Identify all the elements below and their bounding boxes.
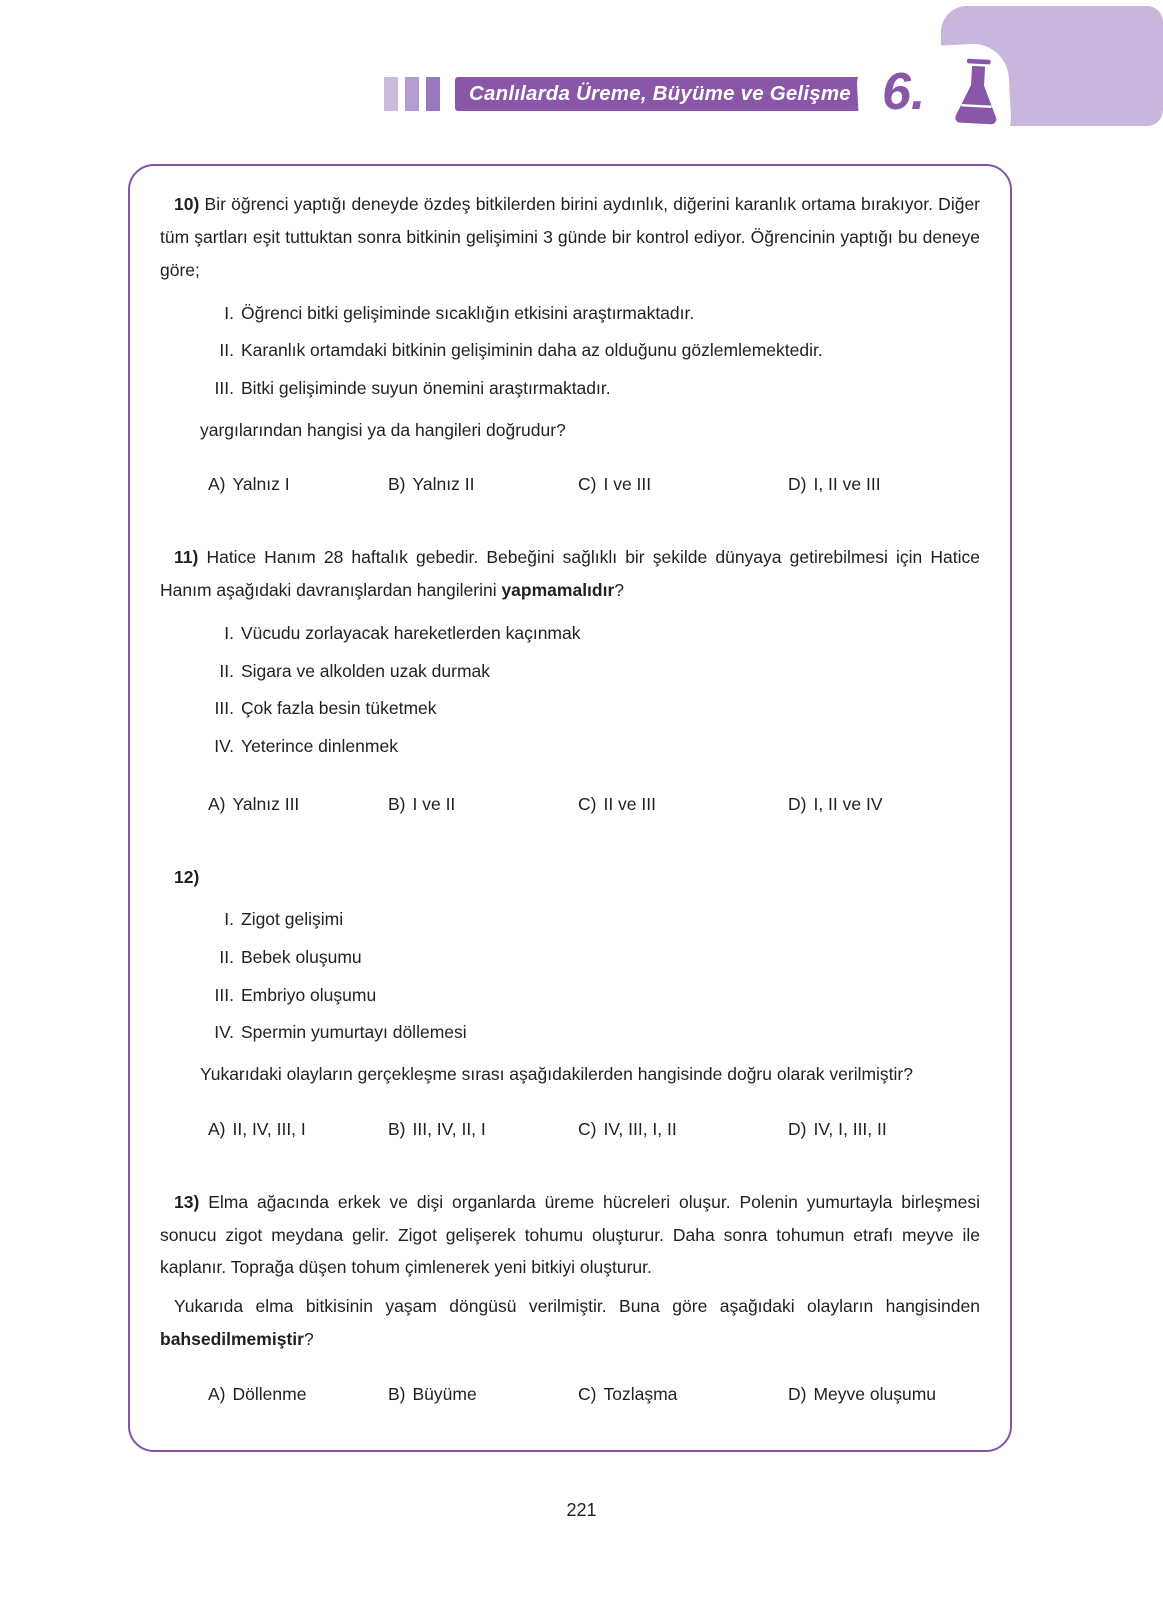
item-text: Zigot gelişimi [241,909,344,930]
option-text: Döllenme [232,1384,307,1405]
question-text [160,1186,980,1285]
question-body: Hatice Hanım 28 haftalık gebedir. Bebeğini sağlıklı bir şekilde dünyaya getirebilmesi için Hatice Hanım aşağıdaki davranışlardan hangilerini [160,547,980,601]
question-number: 12) [174,866,200,887]
option-text: I ve III [603,474,652,495]
option [208,1113,388,1146]
list-item [160,690,980,728]
question-number: 11) [174,547,199,568]
question-closing: yargılarından hangisi ya da hangileri doğrudur? [200,419,566,440]
option-text: Yalnız I [232,474,290,495]
option [788,1113,980,1146]
question-number: 13) [174,1191,200,1212]
answer-options [160,788,980,821]
option-text: I, II ve IV [813,793,883,814]
item-numeral: I. [224,302,234,323]
option-label: D) [788,1118,807,1139]
option [208,788,388,821]
question-text [160,188,980,287]
option [578,788,788,821]
item-text: Çok fazla besin tüketmek [241,698,437,719]
item-text: Bitki gelişiminde suyun önemini araştırmaktadır. [241,377,611,398]
item-numeral: II. [219,947,234,968]
item-numeral: IV. [214,735,234,756]
question-body-end: ? [303,1329,314,1350]
item-text: Yeterince dinlenmek [241,735,398,756]
decorative-bar [405,77,419,111]
list-item [160,370,980,408]
option-label: A) [208,1384,226,1405]
header-bars [384,77,440,111]
option [578,1113,788,1146]
question-body: Elma ağacında erkek ve dişi organlarda üreme hücreleri oluşur. Polenin yumurtayla birleşmesi sonucu zigot meydana gelir. Zigot gelişerek tohumu oluşturur. Daha sonra tohumun etrafı meyve ile kaplanır. Toprağa düşen tohum çimlenerek yeni bitkiyi oluşturur. [160,1191,980,1278]
option-text: Tozlaşma [603,1384,678,1405]
option-label: B) [388,474,406,495]
item-text: Sigara ve alkolden uzak durmak [241,660,491,681]
option [388,788,578,821]
option-text: I ve II [412,793,456,814]
option-label: C) [578,1384,597,1405]
decorative-bar [384,77,398,111]
option-label: B) [388,793,406,814]
question-bold-word: yapmamalıdır [501,580,615,601]
option-label: D) [788,1384,807,1405]
answer-options [160,1378,980,1411]
item-text: Vücudu zorlayacak hareketlerden kaçınmak [241,623,581,644]
item-numeral: I. [224,909,234,930]
page-number: 221 [566,1500,597,1520]
chapter-title-band [455,77,905,111]
option [208,468,388,501]
item-text: Öğrenci bitki gelişiminde sıcaklığın etkisini araştırmaktadır. [241,302,695,323]
statement-list [160,901,980,1052]
item-numeral: IV. [214,1022,234,1043]
item-text: Embriyo oluşumu [241,984,377,1005]
question-text [160,541,980,607]
chapter-title: Canlılarda Üreme, Büyüme ve Gelişme [469,82,851,105]
question-12 [160,861,980,1146]
item-numeral: II. [219,660,234,681]
unit-number: 6. [882,63,926,121]
option [788,1378,980,1411]
question-body: Yukarıda elma bitkisinin yaşam döngüsü verilmiştir. Buna göre aşağıdaki olayların hangisinden [174,1296,980,1317]
option [788,468,980,501]
item-text: Spermin yumurtayı döllemesi [241,1022,467,1043]
list-item [160,977,980,1015]
flask-icon [946,53,1008,140]
option [208,1378,388,1411]
option-text: Yalnız III [232,793,300,814]
option-text: II, IV, III, I [232,1118,306,1139]
question-13 [160,1186,980,1411]
option-text: IV, III, I, II [603,1118,677,1139]
item-numeral: I. [224,623,234,644]
questions-panel [128,164,1012,1452]
option-label: D) [788,793,807,814]
option-text: IV, I, III, II [813,1118,887,1139]
question-11 [160,541,980,820]
answer-options [160,1113,980,1146]
option-text: Meyve oluşumu [813,1384,937,1405]
option-label: C) [578,1118,597,1139]
list-item [160,1014,980,1052]
item-numeral: III. [214,984,234,1005]
option-label: D) [788,474,807,495]
list-item [160,332,980,370]
option-label: C) [578,793,597,814]
option-text: I, II ve III [813,474,881,495]
question-body: Bir öğrenci yaptığı deneyde özdeş bitkilerden birini aydınlık, diğerini karanlık ortama bırakıyor. Diğer tüm şartları eşit tuttuktan sonra bitkinin gelişimini 3 günde bir kontrol ediyor. Öğrencinin yaptığı bu deneye göre; [160,194,980,280]
item-text: Karanlık ortamdaki bitkinin gelişiminin daha az olduğunu gözlemlemektedir. [241,340,823,361]
option-text: Yalnız II [412,474,475,495]
item-numeral: II. [219,340,234,361]
option-text: II ve III [603,793,656,814]
list-item [160,901,980,939]
option [388,1378,578,1411]
item-numeral: III. [214,698,234,719]
question-number: 10) [174,194,200,214]
question-text [160,861,980,894]
question-bold-word: bahsedilmemiştir [160,1329,304,1350]
option [388,1113,578,1146]
question-closing: Yukarıdaki olayların gerçekleşme sırası aşağıdakilerden hangisinde doğru olarak verilmiştir? [200,1063,913,1084]
option [388,468,578,501]
item-text: Bebek oluşumu [241,947,362,968]
option-label: A) [208,1118,226,1139]
option-label: A) [208,474,226,495]
option-text: Büyüme [412,1384,477,1405]
decorative-bar [426,77,440,111]
list-item [160,653,980,691]
list-item [160,295,980,333]
answer-options [160,468,980,501]
option [578,468,788,501]
option-label: A) [208,793,226,814]
item-numeral: III. [214,377,234,398]
statement-list [160,615,980,766]
list-item [160,939,980,977]
statement-list [160,295,980,408]
unit-badge [858,46,1010,156]
list-item [160,615,980,653]
option-label: B) [388,1118,406,1139]
question-text-2 [160,1290,980,1356]
question-body-end: ? [614,580,625,601]
option [578,1378,788,1411]
option [788,788,980,821]
option-text: III, IV, II, I [412,1118,486,1139]
list-item [160,728,980,766]
option-label: C) [578,474,597,495]
question-10 [160,188,980,501]
option-label: B) [388,1384,406,1405]
